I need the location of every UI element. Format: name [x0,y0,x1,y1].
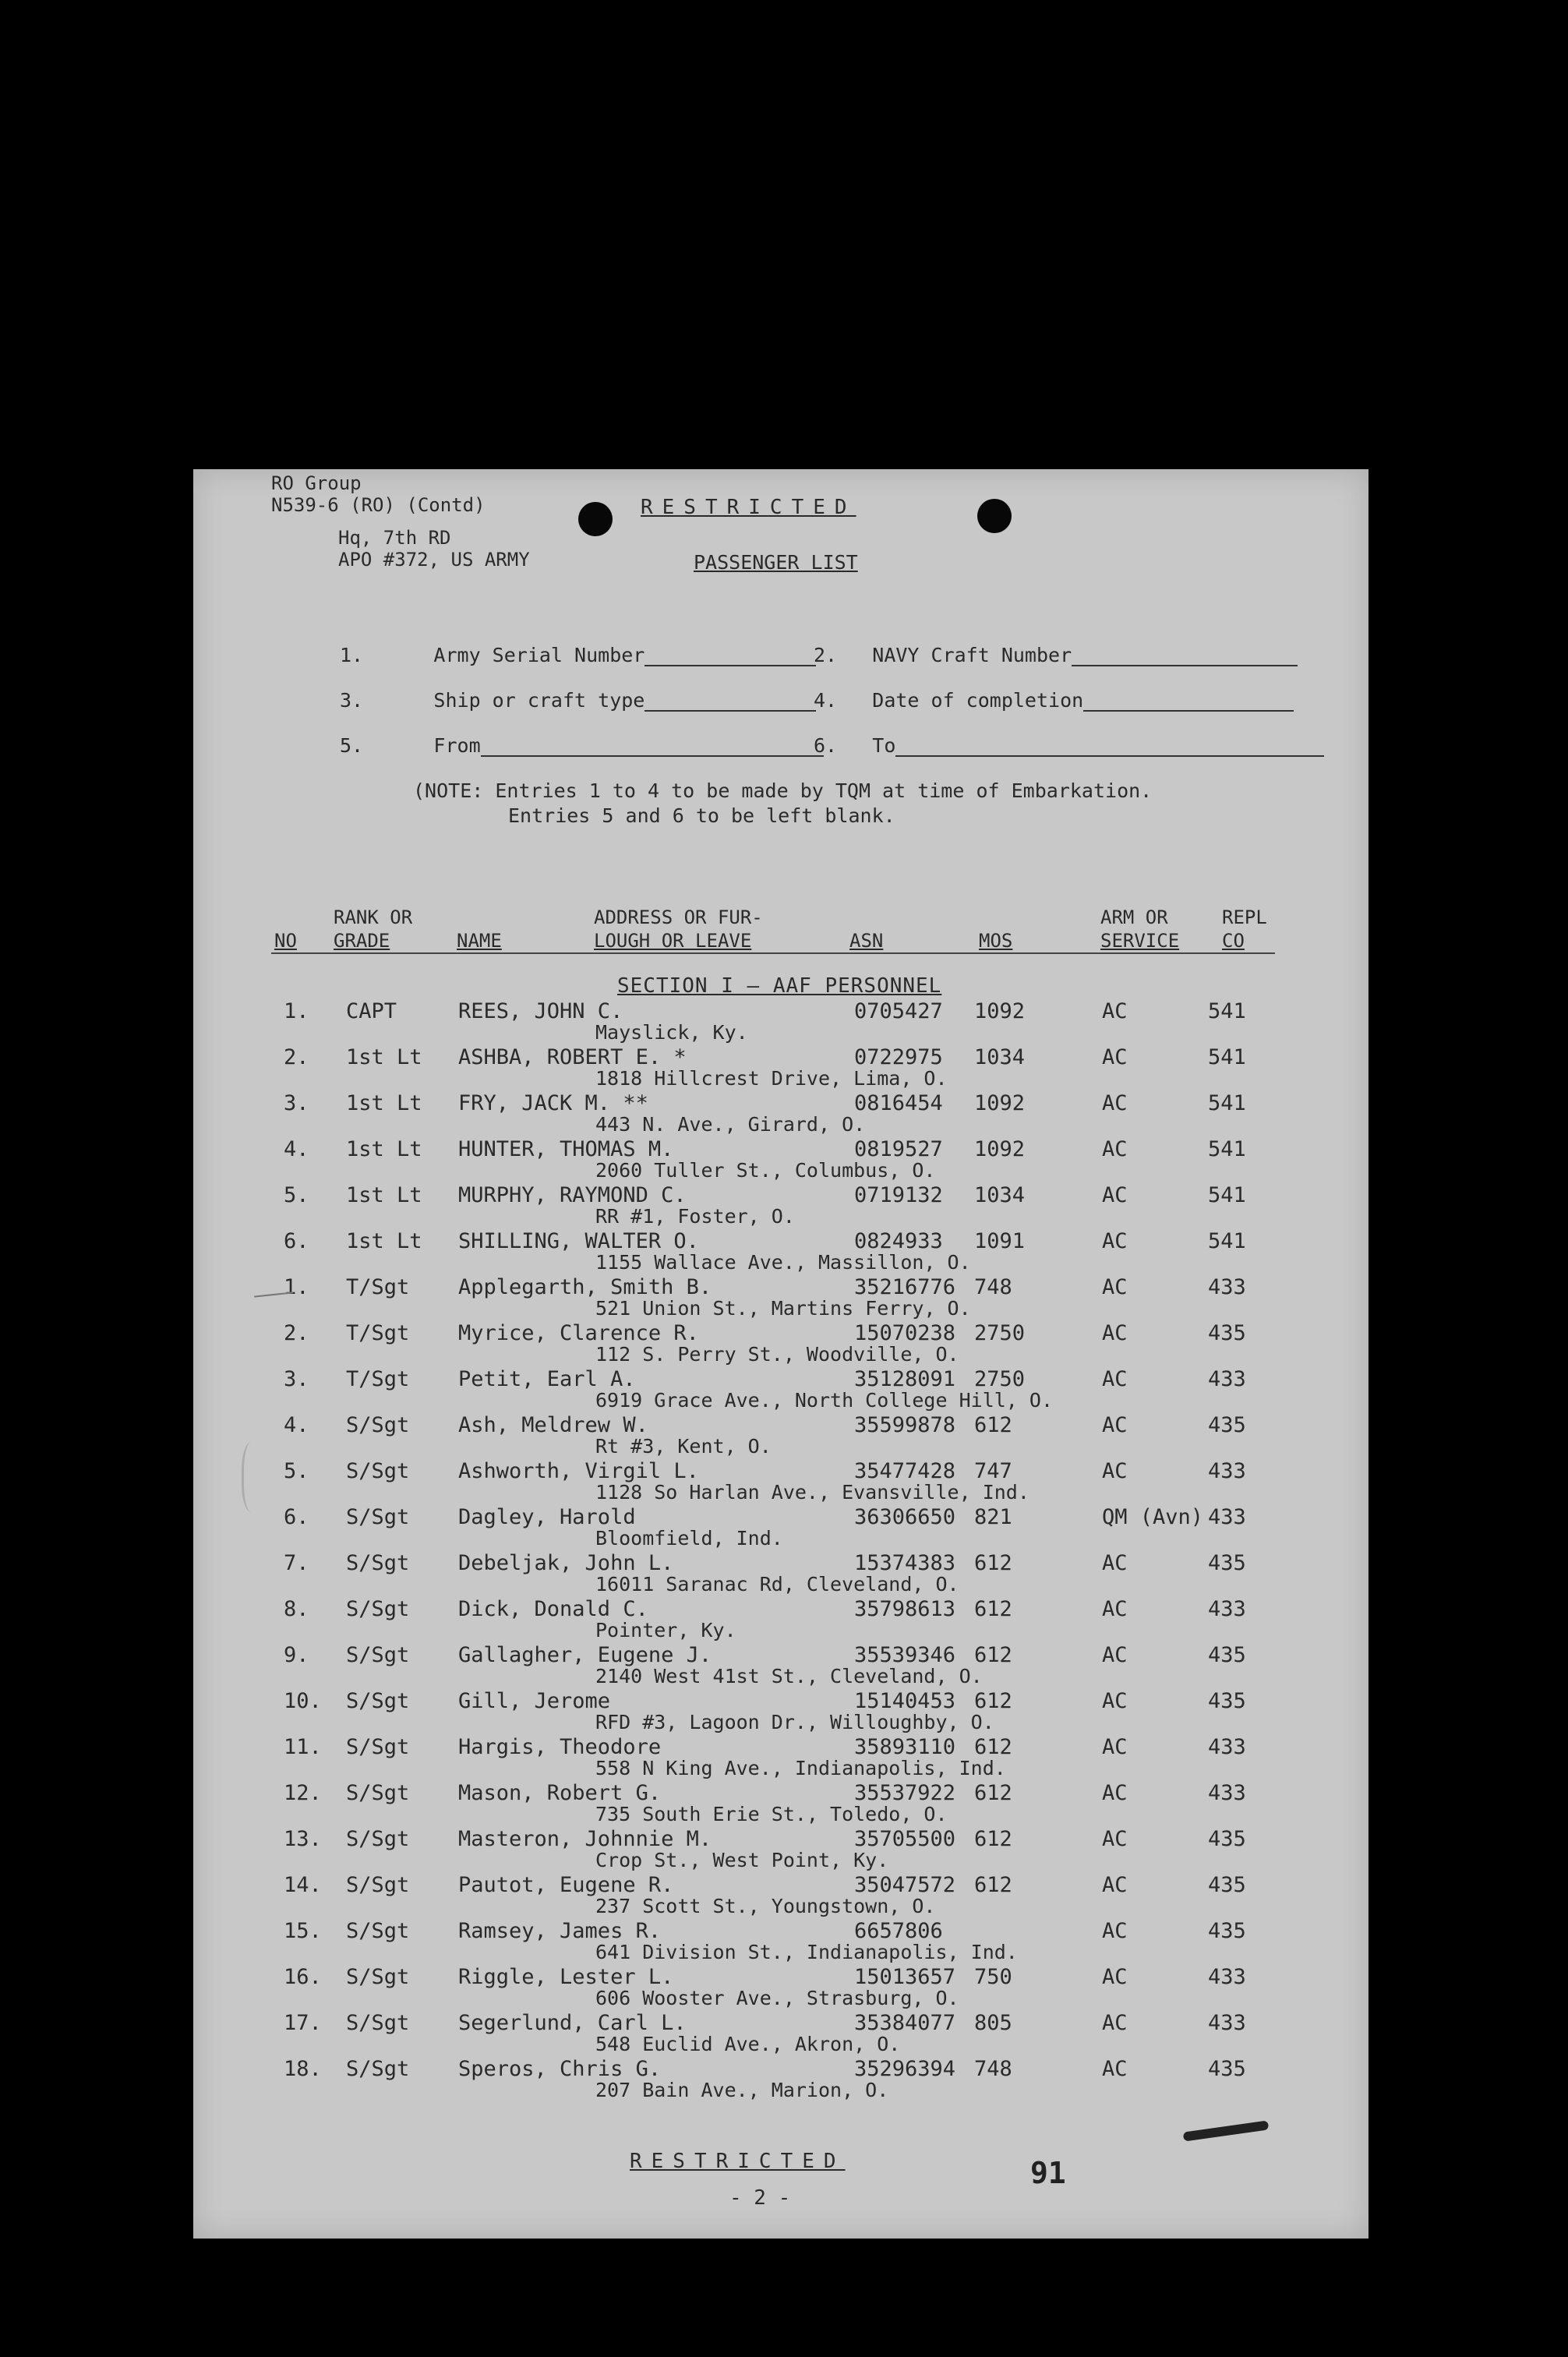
footer-page-number: - 2 - [729,2186,791,2210]
row-asn: 35893110 [854,1735,956,1759]
row-rank: S/Sgt [346,1965,410,1989]
row-name: ASHBA, ROBERT E. * [458,1045,687,1069]
row-asn: 0722975 [854,1045,943,1069]
row-address: RR #1, Foster, O. [595,1205,795,1228]
row-name: Ashworth, Virgil L. [458,1459,699,1483]
row-name: Hargis, Theodore [458,1735,662,1759]
row-arm-service: AC [1102,2011,1128,2035]
row-rank: S/Sgt [346,1689,410,1713]
field-blank-line [645,691,816,712]
row-address: 1155 Wallace Ave., Massillon, O. [595,1251,971,1274]
col-address: ADDRESS OR FUR- LOUGH OR LEAVE [594,906,763,952]
row-asn: 15013657 [854,1965,956,1989]
header-classification: RESTRICTED [641,496,856,519]
row-arm-service: AC [1102,1827,1128,1851]
field-from [340,734,824,757]
row-mos: 805 [974,2011,1012,2035]
row-rank: 1st Lt [346,1183,422,1207]
col-repl-co: REPL CO [1222,906,1267,952]
row-mos: 1092 [974,1091,1026,1115]
row-number: 2. [284,1321,309,1345]
field-navy-craft [814,644,1298,666]
row-number: 13. [284,1827,322,1851]
row-address: 641 Division St., Indianapolis, Ind. [595,1941,1018,1963]
row-name: Petit, Earl A. [458,1367,636,1391]
row-arm-service: AC [1102,1597,1128,1621]
row-mos: 2750 [974,1321,1026,1345]
field-blank-line [1083,691,1294,712]
row-mos: 1091 [974,1229,1026,1253]
row-repl-co: 541 [1208,1229,1246,1253]
row-mos: 1092 [974,999,1026,1023]
field-label: From [433,734,481,757]
row-mos: 612 [974,1643,1012,1667]
row-number: 2. [284,1045,309,1069]
row-repl-co: 433 [1208,1505,1246,1529]
field-blank-line [481,737,824,757]
field-number: 3. [340,689,364,712]
row-rank: S/Sgt [346,1643,410,1667]
row-mos: 612 [974,1551,1012,1575]
row-number: 7. [284,1551,309,1575]
row-name: Masteron, Johnnie M. [458,1827,712,1851]
row-asn: 0819527 [854,1137,943,1161]
row-arm-service: AC [1102,1965,1128,1989]
row-number: 9. [284,1643,309,1667]
row-arm-service: QM (Avn) [1102,1505,1204,1529]
row-address: 521 Union St., Martins Ferry, O. [595,1297,971,1320]
field-date-completion [814,689,1294,712]
col-asn: ASN [849,930,884,952]
row-repl-co: 435 [1208,1919,1246,1943]
row-name: Speros, Chris G. [458,2057,662,2081]
row-repl-co: 433 [1208,1367,1246,1391]
row-repl-co: 435 [1208,1643,1246,1667]
row-arm-service: AC [1102,1781,1128,1805]
row-number: 10. [284,1689,322,1713]
row-rank: CAPT [346,999,397,1023]
header-hq: Hq, 7th RD [338,527,451,549]
row-number: 6. [284,1505,309,1529]
footer-classification: RESTRICTED [630,2150,846,2173]
row-repl-co: 435 [1208,1413,1246,1437]
row-repl-co: 541 [1208,999,1246,1023]
row-repl-co: 435 [1208,1827,1246,1851]
row-repl-co: 541 [1208,1045,1246,1069]
row-address: 2140 West 41st St., Cleveland, O. [595,1665,983,1687]
row-repl-co: 433 [1208,1781,1246,1805]
row-arm-service: AC [1102,1229,1128,1253]
row-address: 606 Wooster Ave., Strasburg, O. [595,1987,959,2009]
row-rank: S/Sgt [346,1413,410,1437]
row-address: 6919 Grace Ave., North College Hill, O. [595,1389,1053,1412]
note-line-2: Entries 5 and 6 to be left blank. [508,804,895,827]
row-repl-co: 433 [1208,1735,1246,1759]
row-rank: 1st Lt [346,1229,422,1253]
row-rank: S/Sgt [346,1781,410,1805]
row-address: 558 N King Ave., Indianapolis, Ind. [595,1757,1006,1779]
row-address: 16011 Saranac Rd, Cleveland, O. [595,1573,959,1595]
row-name: Applegarth, Smith B. [458,1275,712,1299]
row-asn: 15140453 [854,1689,956,1713]
row-arm-service: AC [1102,2057,1128,2081]
row-asn: 15070238 [854,1321,956,1345]
row-number: 1. [284,1275,309,1299]
row-mos: 612 [974,1413,1012,1437]
row-asn: 0816454 [854,1091,943,1115]
row-repl-co: 433 [1208,2011,1246,2035]
row-mos: 612 [974,1781,1012,1805]
row-asn: 0705427 [854,999,943,1023]
row-arm-service: AC [1102,1091,1128,1115]
field-blank-line [645,646,816,666]
row-mos: 2750 [974,1367,1026,1391]
row-arm-service: AC [1102,1919,1128,1943]
row-number: 1. [284,999,309,1023]
row-asn: 36306650 [854,1505,956,1529]
row-asn: 35384077 [854,2011,956,2035]
row-name: Gill, Jerome [458,1689,611,1713]
row-name: MURPHY, RAYMOND C. [458,1183,687,1207]
field-label: NAVY Craft Number [872,644,1072,666]
row-repl-co: 541 [1208,1091,1246,1115]
row-mos: 821 [974,1505,1012,1529]
row-name: Pautot, Eugene R. [458,1873,674,1897]
row-rank: S/Sgt [346,1873,410,1897]
row-number: 4. [284,1137,309,1161]
row-address: Pointer, Ky. [595,1619,736,1641]
row-mos: 612 [974,1873,1012,1897]
row-repl-co: 435 [1208,1551,1246,1575]
field-number: 1. [340,644,364,666]
row-repl-co: 541 [1208,1183,1246,1207]
col-rank: RANK OR GRADE [334,906,413,952]
row-rank: 1st Lt [346,1091,422,1115]
row-mos: 747 [974,1459,1012,1483]
row-asn: 15374383 [854,1551,956,1575]
row-number: 17. [284,2011,322,2035]
row-arm-service: AC [1102,1413,1128,1437]
row-arm-service: AC [1102,1183,1128,1207]
col-name: NAME [457,930,502,952]
row-number: 5. [284,1459,309,1483]
row-asn: 35128091 [854,1367,956,1391]
row-repl-co: 433 [1208,1965,1246,1989]
row-arm-service: AC [1102,1367,1128,1391]
row-arm-service: AC [1102,1735,1128,1759]
row-arm-service: AC [1102,1551,1128,1575]
row-rank: T/Sgt [346,1275,410,1299]
row-arm-service: AC [1102,1689,1128,1713]
row-address: 443 N. Ave., Girard, O. [595,1113,866,1136]
row-asn: 35296394 [854,2057,956,2081]
section-title: SECTION I — AAF PERSONNEL [617,974,942,998]
field-number: 5. [340,734,364,757]
row-rank: S/Sgt [346,1459,410,1483]
row-rank: S/Sgt [346,1735,410,1759]
row-asn: 35047572 [854,1873,956,1897]
row-rank: S/Sgt [346,1551,410,1575]
row-address: 237 Scott St., Youngstown, O. [595,1895,936,1917]
row-repl-co: 433 [1208,1597,1246,1621]
row-name: Segerlund, Carl L. [458,2011,687,2035]
col-arm-service: ARM OR SERVICE [1100,906,1180,952]
row-address: 735 South Erie St., Toledo, O. [595,1803,948,1825]
row-name: REES, JOHN C. [458,999,623,1023]
row-repl-co: 435 [1208,1689,1246,1713]
row-asn: 35705500 [854,1827,956,1851]
row-name: Dick, Donald C. [458,1597,648,1621]
row-address: 207 Bain Ave., Marion, O. [595,2079,889,2101]
row-mos: 1034 [974,1045,1026,1069]
row-number: 4. [284,1413,309,1437]
row-arm-service: AC [1102,1045,1128,1069]
row-name: Mason, Robert G. [458,1781,662,1805]
row-arm-service: AC [1102,1873,1128,1897]
header-order-ref: N539-6 (RO) (Contd) [271,494,486,516]
row-mos: 748 [974,2057,1012,2081]
field-label: Date of completion [872,689,1084,712]
row-name: Riggle, Lester L. [458,1965,674,1989]
row-name: Ramsey, James R. [458,1919,662,1943]
row-name: Dagley, Harold [458,1505,636,1529]
note-line-1: (NOTE: Entries 1 to 4 to be made by TQM at time of Embarkation. [413,779,1153,802]
row-mos: 612 [974,1597,1012,1621]
header-group: RO Group [271,472,362,494]
row-mos: 1092 [974,1137,1026,1161]
row-number: 3. [284,1367,309,1391]
row-address: 1128 So Harlan Ave., Evansville, Ind. [595,1481,1029,1504]
handwritten-page-number: 91 [1030,2156,1066,2190]
row-number: 15. [284,1919,322,1943]
header-underline [271,952,1275,954]
row-number: 8. [284,1597,309,1621]
row-repl-co: 435 [1208,1873,1246,1897]
ink-scribble [1183,2120,1270,2141]
punch-hole-right [977,499,1012,533]
row-mos: 612 [974,1689,1012,1713]
passenger-list-title: PASSENGER LIST [694,551,858,574]
row-asn: 0719132 [854,1183,943,1207]
row-asn: 35537922 [854,1781,956,1805]
row-number: 6. [284,1229,309,1253]
row-asn: 35539346 [854,1643,956,1667]
row-address: Bloomfield, Ind. [595,1527,783,1550]
row-rank: 1st Lt [346,1045,422,1069]
row-name: Ash, Meldrew W. [458,1413,648,1437]
row-address: 112 S. Perry St., Woodville, O. [595,1343,959,1366]
row-repl-co: 433 [1208,1275,1246,1299]
row-number: 14. [284,1873,322,1897]
col-no: NO [274,930,297,952]
field-ship-type [340,689,816,712]
field-number: 4. [814,689,838,712]
field-to [814,734,1324,757]
row-rank: S/Sgt [346,2057,410,2081]
row-rank: S/Sgt [346,1919,410,1943]
field-label: To [872,734,896,757]
field-number: 2. [814,644,838,666]
row-mos: 612 [974,1735,1012,1759]
row-number: 18. [284,2057,322,2081]
row-asn: 35477428 [854,1459,956,1483]
row-name: Gallagher, Eugene J. [458,1643,712,1667]
row-number: 16. [284,1965,322,1989]
field-blank-line [895,737,1324,757]
punch-hole-left [578,502,613,536]
row-rank: S/Sgt [346,1597,410,1621]
field-number: 6. [814,734,838,757]
row-mos: 750 [974,1965,1012,1989]
field-label: Ship or craft type [433,689,645,712]
row-name: Debeljak, John L. [458,1551,674,1575]
row-address: Crop St., West Point, Ky. [595,1849,889,1871]
row-rank: T/Sgt [346,1367,410,1391]
row-name: HUNTER, THOMAS M. [458,1137,674,1161]
row-asn: 0824933 [854,1229,943,1253]
field-label: Army Serial Number [433,644,645,666]
row-number: 11. [284,1735,322,1759]
row-address: RFD #3, Lagoon Dr., Willoughby, O. [595,1711,994,1733]
col-mos: MOS [979,930,1013,952]
margin-pencil-mark [242,1442,266,1512]
row-name: FRY, JACK M. ** [458,1091,648,1115]
row-rank: T/Sgt [346,1321,410,1345]
row-asn: 35798613 [854,1597,956,1621]
row-arm-service: AC [1102,999,1128,1023]
row-mos: 612 [974,1827,1012,1851]
header-apo: APO #372, US ARMY [338,549,530,571]
field-army-serial [340,644,816,666]
row-asn: 35599878 [854,1413,956,1437]
row-asn: 6657806 [854,1919,943,1943]
row-asn: 35216776 [854,1275,956,1299]
row-repl-co: 433 [1208,1459,1246,1483]
row-address: 1818 Hillcrest Drive, Lima, O. [595,1067,948,1090]
row-repl-co: 435 [1208,2057,1246,2081]
row-repl-co: 541 [1208,1137,1246,1161]
field-blank-line [1072,646,1298,666]
row-name: Myrice, Clarence R. [458,1321,699,1345]
row-arm-service: AC [1102,1459,1128,1483]
row-address: Rt #3, Kent, O. [595,1435,772,1458]
row-mos: 748 [974,1275,1012,1299]
row-arm-service: AC [1102,1321,1128,1345]
row-address: 548 Euclid Ave., Akron, O. [595,2033,901,2055]
row-address: Mayslick, Ky. [595,1021,748,1044]
row-arm-service: AC [1102,1137,1128,1161]
row-number: 3. [284,1091,309,1115]
row-arm-service: AC [1102,1275,1128,1299]
row-rank: S/Sgt [346,1505,410,1529]
row-rank: S/Sgt [346,2011,410,2035]
row-name: SHILLING, WALTER O. [458,1229,699,1253]
row-rank: S/Sgt [346,1827,410,1851]
row-repl-co: 435 [1208,1321,1246,1345]
row-mos: 1034 [974,1183,1026,1207]
row-rank: 1st Lt [346,1137,422,1161]
row-arm-service: AC [1102,1643,1128,1667]
row-number: 12. [284,1781,322,1805]
document-page [193,469,1368,2239]
row-address: 2060 Tuller St., Columbus, O. [595,1159,936,1182]
row-number: 5. [284,1183,309,1207]
